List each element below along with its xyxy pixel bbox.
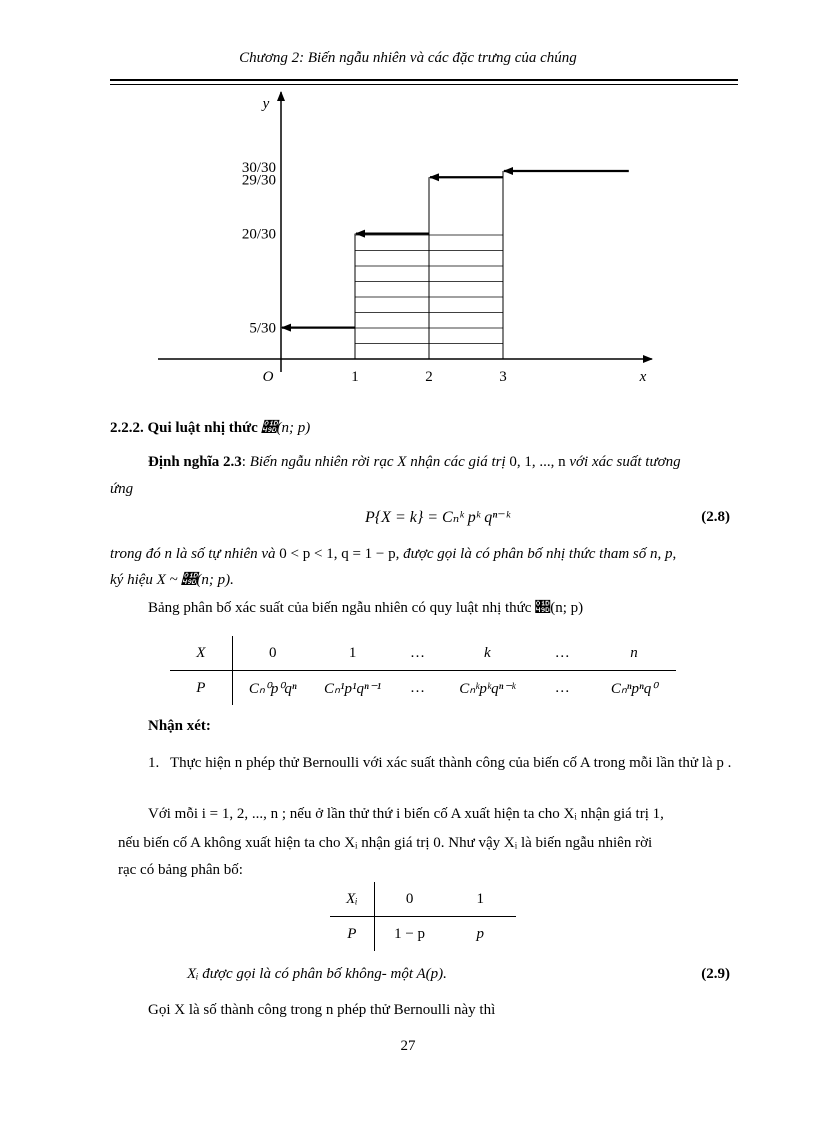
cond-a: trong đó: [110, 546, 161, 562]
cond-params: n, p: [650, 546, 673, 562]
running-header: Chương 2: Biến ngẫu nhiên và các đặc trưng của chúng: [239, 50, 577, 66]
binomial-table: [170, 636, 676, 705]
section-symbol: 𝒝(n; p): [261, 420, 311, 436]
definition-text-a: Biến ngẫu nhiên rời rạc: [249, 454, 394, 470]
definition-values: 0, 1, ..., n: [509, 454, 566, 470]
remark-item-number: 1.: [148, 755, 160, 771]
binom-cell: Cₙ¹p¹qⁿ⁻¹: [324, 680, 382, 697]
equation-number-2-9: (2.9): [701, 966, 730, 982]
remark-item-text: Thực hiện n phép thử Bernoulli với xác suất thành công của biến cố A trong mỗi lần thử là p .: [170, 755, 732, 771]
binom-cell: …: [532, 636, 592, 671]
formula-2-8: P{X = k} = Cₙᵏ pᵏ qⁿ⁻ᵏ: [365, 509, 511, 526]
cond-c: , được gọi là có phân bố nhị thức tham số: [395, 546, 647, 562]
x-axis-label: x: [639, 369, 647, 385]
condition-line: trong đó n là số tự nhiên và 0 < p < 1, q = 1 − p, được gọi là có phân bố nhị thức tham số n, p,: [110, 546, 677, 562]
x-tick-label: 3: [499, 369, 507, 385]
binom-header-x: X: [170, 636, 232, 671]
bern-header-xi: Xᵢ: [330, 882, 374, 917]
paragraph-line2: nếu biến cố A không xuất hiện ta cho Xᵢ nhận giá trị 0. Như vậy Xᵢ là biến ngẫu nhiên rời: [118, 835, 653, 851]
binom-cell: 1: [313, 636, 393, 671]
definition-var: X: [397, 454, 407, 470]
definition-line: Định nghĩa 2.3: Biến ngẫu nhiên rời rạc X nhận các giá trị 0, 1, ..., n với xác suất tương: [148, 454, 681, 470]
last-line: Gọi X là số thành công trong n phép thử Bernoulli này thì: [148, 1002, 496, 1018]
notation-line: ký hiệu X ~ 𝒝(n; p).: [110, 572, 234, 588]
definition-line2: ứng: [110, 481, 134, 497]
section-title: Qui luật nhị thức: [147, 420, 258, 436]
binom-cell: …: [409, 679, 425, 696]
binom-cell: …: [393, 636, 443, 671]
paragraph-line3: rạc có bảng phân bố:: [118, 862, 243, 878]
bern-header-p: P: [330, 917, 374, 952]
binom-cell: Cₙ⁰p⁰qⁿ: [248, 680, 297, 697]
definition-text-c: với xác suất tương: [569, 454, 681, 470]
remark-title: Nhận xét:: [148, 718, 211, 734]
table-intro: Bảng phân bố xác suất của biến ngẫu nhiên có quy luật nhị thức 𝒝(n; p): [148, 600, 584, 616]
step-function-chart: [150, 88, 670, 393]
x-tick-label: 2: [425, 369, 433, 385]
bern-cell: 1: [444, 882, 516, 917]
bern-cell: p: [476, 925, 484, 942]
y-axis-label: y: [262, 96, 270, 112]
remark-item: [148, 752, 738, 774]
binom-cell: …: [554, 679, 570, 696]
binom-cell: Cₙᵏpᵏqⁿ⁻ᵏ: [459, 680, 516, 697]
header-rule-thin: [110, 84, 738, 85]
bern-cell: 1 − p: [394, 925, 426, 942]
binom-cell: 0: [232, 636, 312, 671]
hatched-region: [355, 171, 503, 359]
binom-cell: Cₙⁿpⁿq⁰: [610, 680, 658, 697]
binom-header-p: P: [170, 671, 232, 706]
equation-number-2-8: (2.8): [701, 509, 730, 525]
cond-b: là số tự nhiên và: [175, 546, 276, 562]
page-number: 27: [400, 1038, 416, 1054]
y-tick-label: 29/30: [241, 172, 276, 189]
origin-label: O: [262, 369, 274, 385]
y-tick-label: 30/30: [241, 160, 276, 176]
y-tick-label: 20/30: [241, 226, 276, 243]
cond-inequality: 0 < p < 1, q = 1 − p: [279, 546, 396, 562]
bernoulli-table: [330, 882, 516, 951]
x-tick-label: 1: [351, 369, 359, 385]
header-rule-thick: [110, 79, 738, 81]
formula-2-9: Xᵢ được gọi là có phân bố không- một A(p).: [187, 966, 447, 982]
binom-cell: k: [442, 636, 532, 671]
bern-cell: 0: [374, 882, 444, 917]
section-heading: [110, 419, 310, 437]
section-number: 2.2.2.: [110, 420, 144, 436]
paragraph-line1: Với mỗi i = 1, 2, ..., n ; nếu ở lần thử thứ i biến cố A xuất hiện ta cho Xᵢ nhận giá trị 1,: [148, 806, 664, 822]
definition-text-b: nhận các giá trị: [410, 454, 506, 470]
definition-label: Định nghĩa 2.3: [148, 454, 242, 470]
cond-n: n: [164, 546, 172, 562]
binom-cell: n: [592, 636, 676, 671]
y-tick-label: 5/30: [249, 320, 276, 337]
